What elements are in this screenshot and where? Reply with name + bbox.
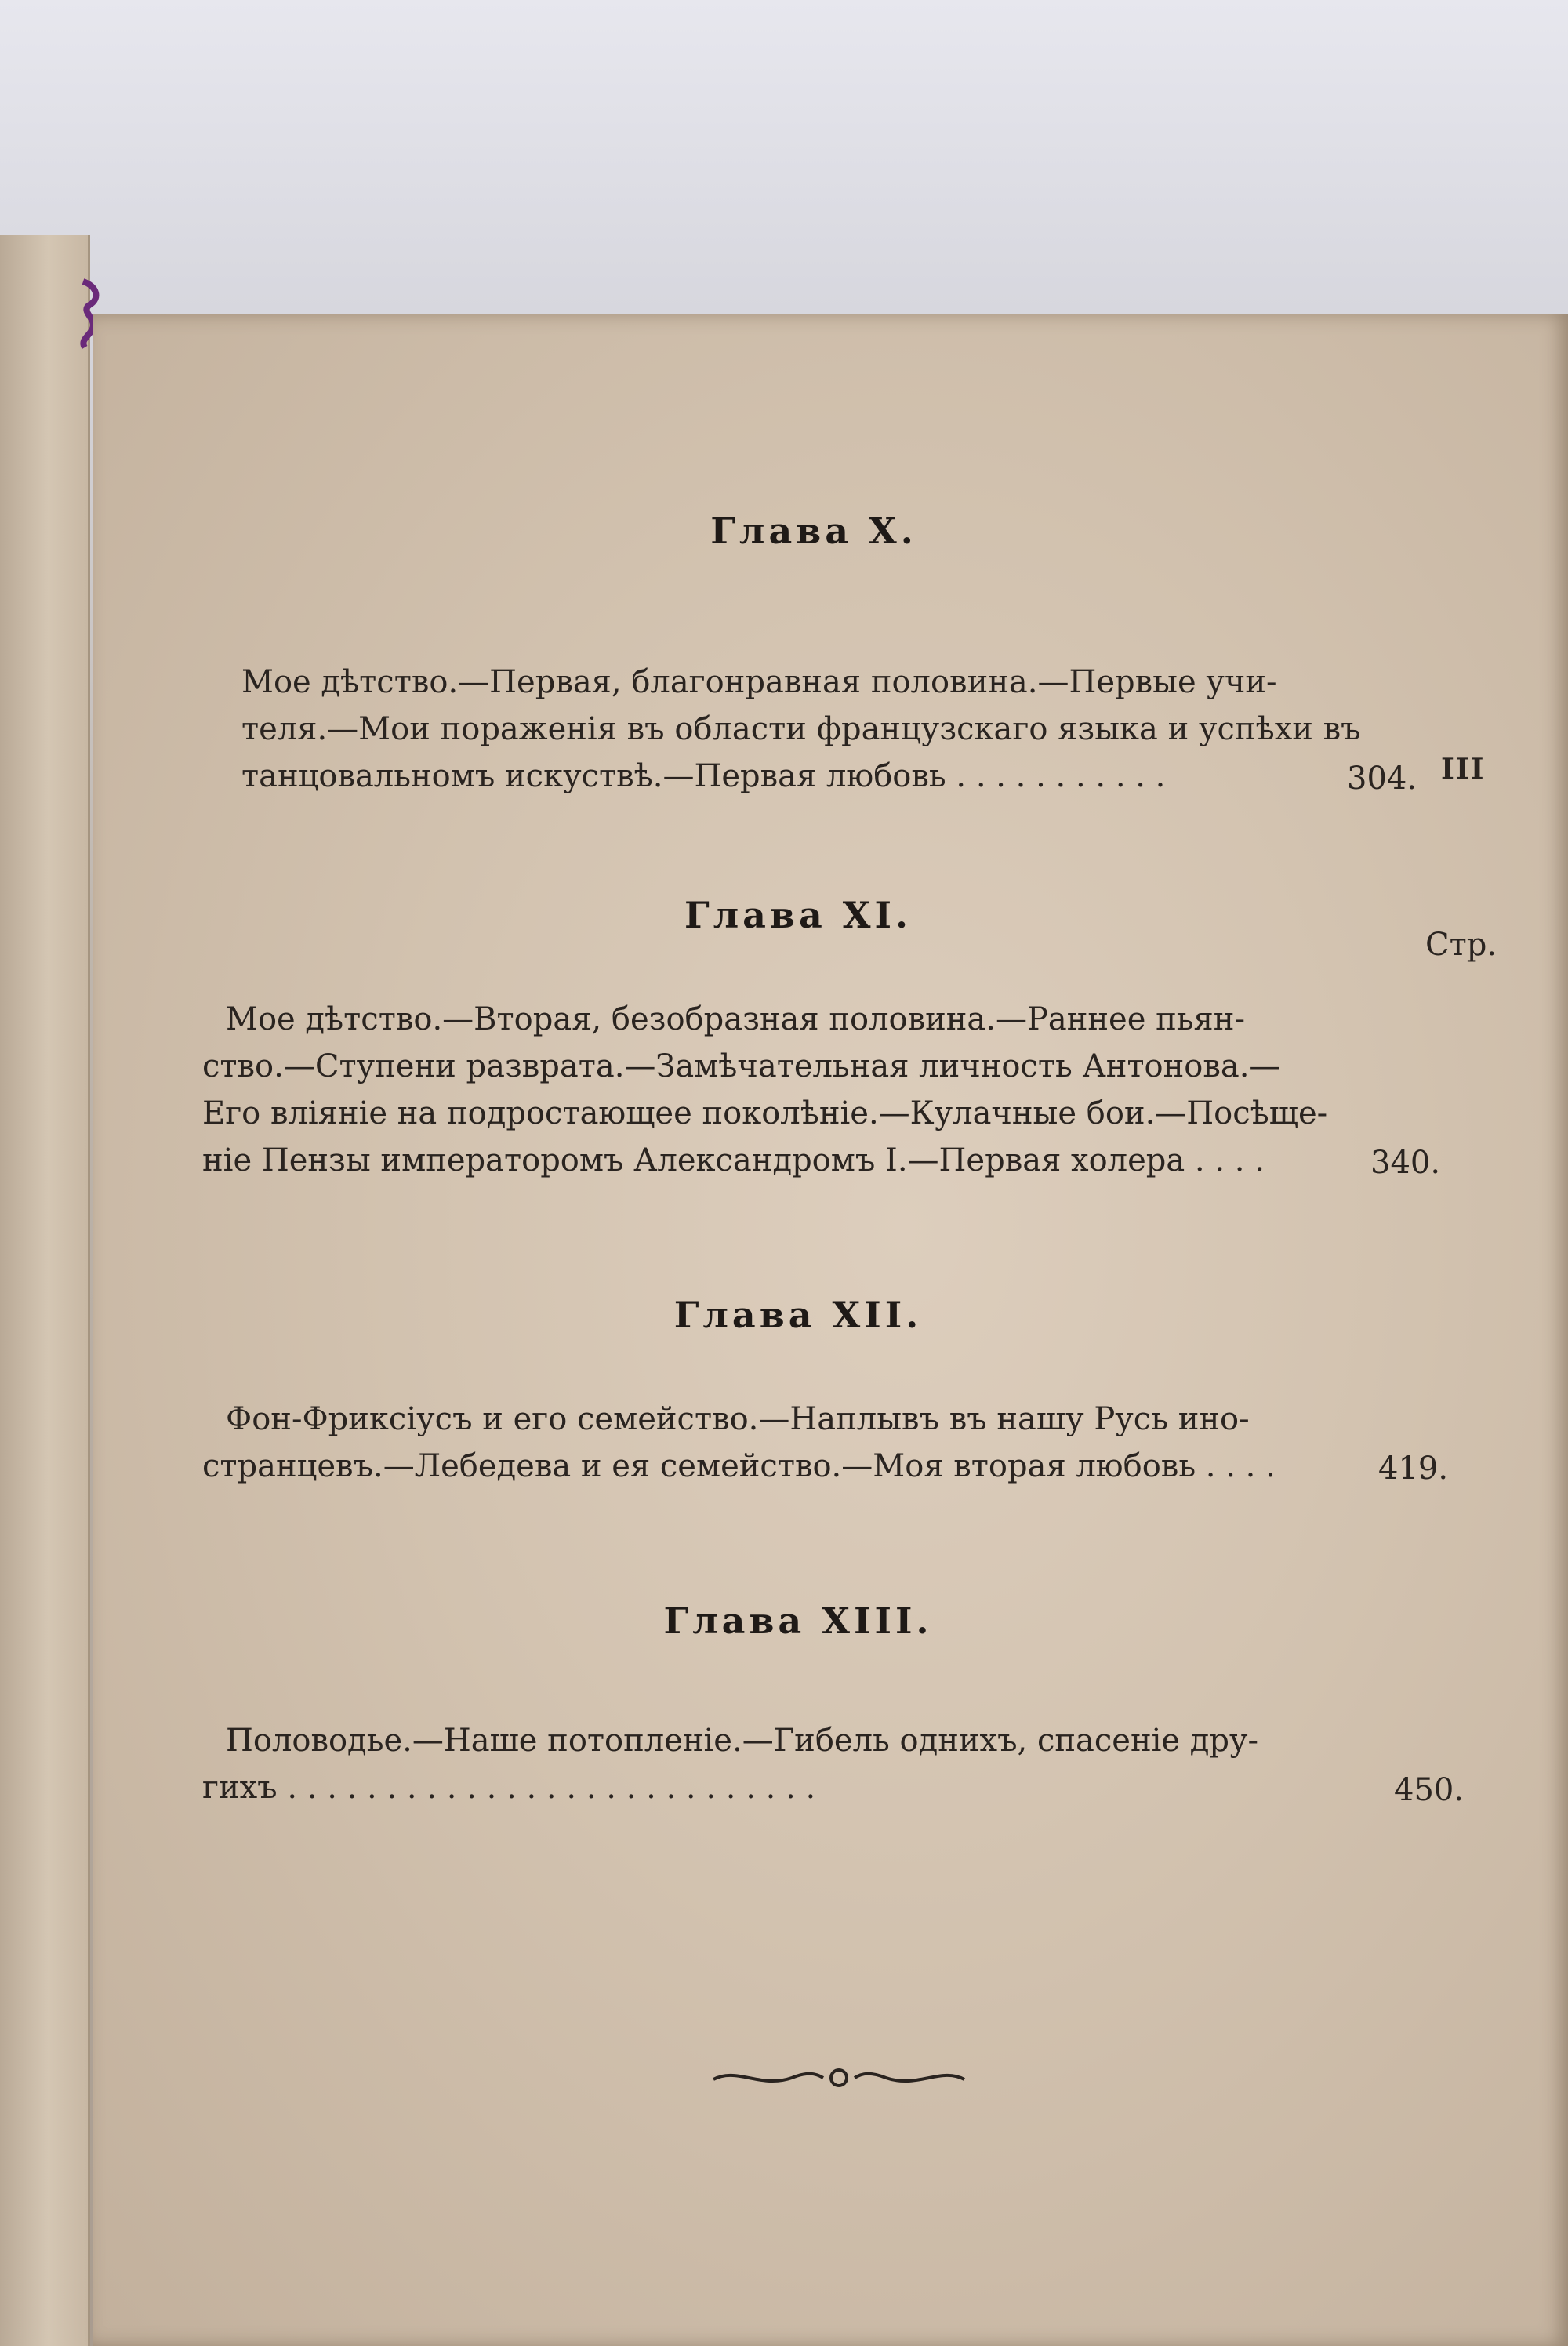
entry-line: странцевъ.—Лебедева и ея семейство.—Моя вторая любовь . . . . xyxy=(202,1448,1276,1484)
entry-line: Мое дѣтство.—Первая, благонравная половина.—Первые учи- xyxy=(241,664,1277,700)
page-reference: 304. xyxy=(1347,761,1417,797)
entry-line: теля.—Мои пораженія въ области французскаго языка и успѣхи въ xyxy=(241,711,1361,747)
entry-line: Его вліяніе на подростающее поколѣніе.—Кулачные бои.—Посѣще- xyxy=(202,1095,1328,1131)
page-number: III xyxy=(1441,753,1486,786)
entry-line: Фон-Фриксіусъ и его семейство.—Наплывъ въ нашу Русь ино- xyxy=(226,1401,1250,1437)
page-reference: 419. xyxy=(1378,1451,1449,1487)
page-reference: 340. xyxy=(1370,1145,1441,1181)
book-page xyxy=(93,314,1568,2346)
entry-line: Мое дѣтство.—Вторая, безобразная половина.—Раннее пьян- xyxy=(226,1001,1245,1037)
chapter-heading: Глава XIII. xyxy=(663,1600,933,1642)
entry-line: гихъ . . . . . . . . . . . . . . . . . . . . . . . . . . . xyxy=(202,1770,816,1806)
column-label-page: Стр. xyxy=(1425,927,1497,963)
entry-line: ніе Пензы императоромъ Александромъ I.—Первая холера . . . . xyxy=(202,1142,1265,1178)
chapter-heading: Глава X. xyxy=(710,510,917,552)
page-reference: 450. xyxy=(1394,1772,1465,1808)
decorative-flourish-icon xyxy=(706,2062,972,2094)
entry-line: танцовальномъ искуствѣ.—Первая любовь . . . . . . . . . . . xyxy=(241,758,1166,794)
left-page-edge xyxy=(0,235,90,2346)
chapter-heading: Глава XII. xyxy=(673,1294,923,1336)
entry-line: Половодье.—Наше потопленіе.—Гибель однихъ, спасеніе дру- xyxy=(226,1723,1259,1759)
chapter-heading: Глава XI. xyxy=(684,894,912,936)
entry-line: ство.—Ступени разврата.—Замѣчательная личность Антонова.— xyxy=(202,1048,1281,1084)
